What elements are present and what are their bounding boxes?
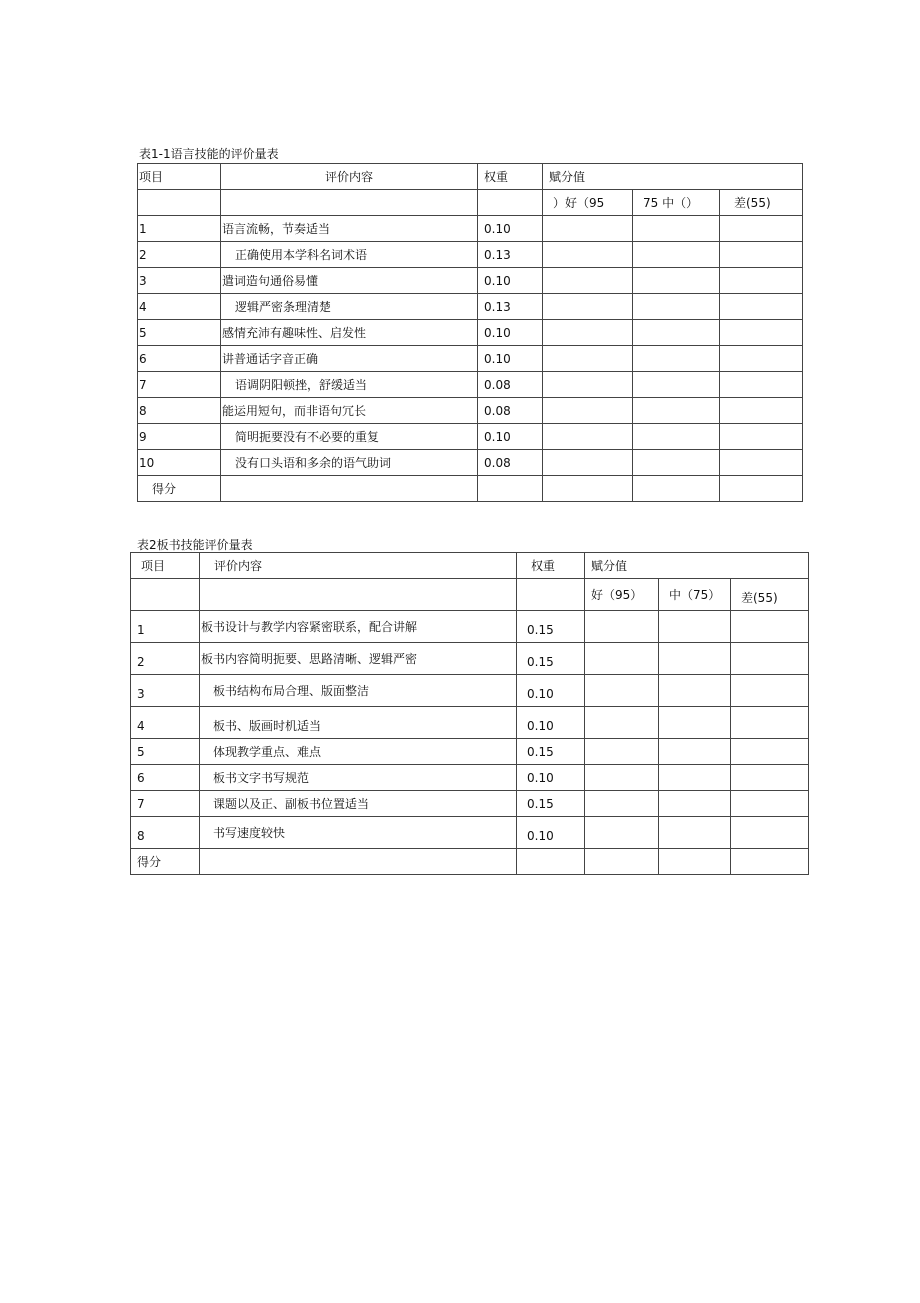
grade-good: ）好（95 bbox=[543, 190, 633, 216]
row-weight: 0.10 bbox=[478, 320, 543, 346]
row-no: 4 bbox=[138, 294, 221, 320]
score-cell bbox=[720, 424, 803, 450]
row-no: 10 bbox=[138, 450, 221, 476]
score-cell bbox=[543, 398, 633, 424]
score-cell bbox=[720, 242, 803, 268]
row-text: 语调阴阳顿挫，舒缓适当 bbox=[221, 372, 478, 398]
row-weight: 0.15 bbox=[517, 739, 585, 765]
row-text: 遣词造句通俗易懂 bbox=[221, 268, 478, 294]
score-cell bbox=[659, 849, 731, 875]
table-row bbox=[138, 424, 803, 450]
row-weight: 0.10 bbox=[478, 346, 543, 372]
row-weight: 0.10 bbox=[478, 216, 543, 242]
empty-cell bbox=[221, 190, 478, 216]
score-cell bbox=[543, 242, 633, 268]
row-weight: 0.10 bbox=[478, 424, 543, 450]
grade-poor: 差(55) bbox=[720, 190, 803, 216]
row-weight: 0.10 bbox=[478, 268, 543, 294]
score-cell bbox=[633, 320, 720, 346]
table2-grade-row bbox=[131, 579, 809, 611]
total-label: 得分 bbox=[131, 849, 200, 875]
row-text: 板书内容简明扼要、思路清晰、逻辑严密 bbox=[200, 643, 517, 675]
score-cell bbox=[731, 817, 809, 849]
score-cell bbox=[543, 216, 633, 242]
table2-total-row bbox=[131, 849, 809, 875]
row-text: 语言流畅，节奏适当 bbox=[221, 216, 478, 242]
empty-cell bbox=[478, 190, 543, 216]
score-cell bbox=[543, 424, 633, 450]
total-label: 得分 bbox=[138, 476, 221, 502]
score-cell bbox=[633, 242, 720, 268]
header-score: 赋分值 bbox=[585, 553, 809, 579]
header-content: 评价内容 bbox=[221, 164, 478, 190]
score-cell bbox=[543, 476, 633, 502]
score-cell bbox=[731, 611, 809, 643]
score-cell bbox=[731, 739, 809, 765]
row-text: 书写速度较快 bbox=[200, 817, 517, 849]
score-cell bbox=[633, 346, 720, 372]
table-row bbox=[138, 242, 803, 268]
score-cell bbox=[585, 791, 659, 817]
score-cell bbox=[731, 675, 809, 707]
table-row bbox=[131, 643, 809, 675]
score-cell bbox=[633, 294, 720, 320]
row-weight: 0.15 bbox=[517, 791, 585, 817]
row-weight: 0.10 bbox=[517, 707, 585, 739]
row-text: 没有口头语和多余的语气助词 bbox=[221, 450, 478, 476]
score-cell bbox=[585, 739, 659, 765]
score-cell bbox=[659, 643, 731, 675]
score-cell bbox=[585, 675, 659, 707]
row-no: 5 bbox=[131, 739, 200, 765]
empty-cell bbox=[517, 849, 585, 875]
blackboard-skill-table bbox=[130, 552, 809, 875]
empty-cell bbox=[221, 476, 478, 502]
empty-cell bbox=[478, 476, 543, 502]
grade-good: 好（95） bbox=[585, 579, 659, 611]
row-weight: 0.13 bbox=[478, 294, 543, 320]
score-cell bbox=[585, 849, 659, 875]
empty-cell bbox=[131, 579, 200, 611]
table1-header-row bbox=[138, 164, 803, 190]
score-cell bbox=[585, 707, 659, 739]
row-no: 8 bbox=[138, 398, 221, 424]
row-no: 2 bbox=[131, 643, 200, 675]
row-weight: 0.08 bbox=[478, 372, 543, 398]
score-cell bbox=[659, 707, 731, 739]
score-cell bbox=[543, 450, 633, 476]
score-cell bbox=[543, 268, 633, 294]
row-weight: 0.15 bbox=[517, 643, 585, 675]
empty-cell bbox=[138, 190, 221, 216]
row-weight: 0.08 bbox=[478, 450, 543, 476]
header-weight: 权重 bbox=[478, 164, 543, 190]
score-cell bbox=[659, 739, 731, 765]
table-row bbox=[138, 320, 803, 346]
score-cell bbox=[720, 294, 803, 320]
table-row bbox=[138, 216, 803, 242]
row-no: 7 bbox=[131, 791, 200, 817]
score-cell bbox=[659, 675, 731, 707]
grade-mid: 中（75） bbox=[659, 579, 731, 611]
table-row bbox=[138, 450, 803, 476]
score-cell bbox=[720, 346, 803, 372]
table-row bbox=[138, 398, 803, 424]
score-cell bbox=[633, 268, 720, 294]
row-no: 3 bbox=[138, 268, 221, 294]
row-text: 板书设计与教学内容紧密联系，配合讲解 bbox=[200, 611, 517, 643]
header-score: 赋分值 bbox=[543, 164, 803, 190]
row-no: 6 bbox=[138, 346, 221, 372]
row-text: 讲普通话字音正确 bbox=[221, 346, 478, 372]
header-weight: 权重 bbox=[517, 553, 585, 579]
row-text: 正确使用本学科名词术语 bbox=[221, 242, 478, 268]
score-cell bbox=[633, 398, 720, 424]
table-row bbox=[138, 372, 803, 398]
table-row bbox=[131, 739, 809, 765]
table-row bbox=[131, 675, 809, 707]
score-cell bbox=[659, 817, 731, 849]
table1-total-row bbox=[138, 476, 803, 502]
table-row bbox=[131, 611, 809, 643]
row-no: 5 bbox=[138, 320, 221, 346]
score-cell bbox=[585, 765, 659, 791]
empty-cell bbox=[517, 579, 585, 611]
score-cell bbox=[720, 372, 803, 398]
score-cell bbox=[659, 611, 731, 643]
table-row bbox=[131, 765, 809, 791]
score-cell bbox=[731, 849, 809, 875]
table-row bbox=[138, 268, 803, 294]
score-cell bbox=[731, 765, 809, 791]
score-cell bbox=[585, 817, 659, 849]
table-row bbox=[138, 346, 803, 372]
row-weight: 0.15 bbox=[517, 611, 585, 643]
grade-poor: 差(55) bbox=[731, 579, 809, 611]
row-text: 体现教学重点、难点 bbox=[200, 739, 517, 765]
row-weight: 0.10 bbox=[517, 765, 585, 791]
score-cell bbox=[543, 346, 633, 372]
score-cell bbox=[659, 765, 731, 791]
score-cell bbox=[731, 791, 809, 817]
score-cell bbox=[585, 611, 659, 643]
table-row bbox=[131, 817, 809, 849]
row-text: 板书、版画时机适当 bbox=[200, 707, 517, 739]
score-cell bbox=[659, 791, 731, 817]
header-content: 评价内容 bbox=[200, 553, 517, 579]
table-row bbox=[131, 707, 809, 739]
score-cell bbox=[543, 294, 633, 320]
score-cell bbox=[731, 707, 809, 739]
row-no: 1 bbox=[138, 216, 221, 242]
row-no: 8 bbox=[131, 817, 200, 849]
table-row bbox=[131, 791, 809, 817]
score-cell bbox=[543, 320, 633, 346]
score-cell bbox=[633, 372, 720, 398]
table-row bbox=[138, 294, 803, 320]
row-text: 简明扼要没有不必要的重复 bbox=[221, 424, 478, 450]
header-item: 项目 bbox=[138, 164, 221, 190]
empty-cell bbox=[200, 579, 517, 611]
table1-caption: 表1-1语言技能的评价量表 bbox=[139, 147, 279, 161]
row-no: 4 bbox=[131, 707, 200, 739]
row-weight: 0.08 bbox=[478, 398, 543, 424]
score-cell bbox=[585, 643, 659, 675]
score-cell bbox=[633, 450, 720, 476]
row-no: 1 bbox=[131, 611, 200, 643]
language-skill-table bbox=[137, 163, 803, 502]
score-cell bbox=[720, 320, 803, 346]
row-weight: 0.10 bbox=[517, 675, 585, 707]
score-cell bbox=[720, 216, 803, 242]
row-text: 板书结构布局合理、版面整洁 bbox=[200, 675, 517, 707]
row-text: 能运用短句，而非语句冗长 bbox=[221, 398, 478, 424]
score-cell bbox=[720, 476, 803, 502]
row-no: 6 bbox=[131, 765, 200, 791]
row-no: 9 bbox=[138, 424, 221, 450]
header-item: 项目 bbox=[131, 553, 200, 579]
table2-caption: 表2板书技能评价量表 bbox=[137, 538, 253, 552]
row-text: 板书文字书写规范 bbox=[200, 765, 517, 791]
score-cell bbox=[633, 476, 720, 502]
score-cell bbox=[720, 450, 803, 476]
row-text: 逻辑严密条理清楚 bbox=[221, 294, 478, 320]
row-no: 2 bbox=[138, 242, 221, 268]
score-cell bbox=[720, 268, 803, 294]
score-cell bbox=[720, 398, 803, 424]
score-cell bbox=[543, 372, 633, 398]
score-cell bbox=[731, 643, 809, 675]
grade-mid: 75 中（） bbox=[633, 190, 720, 216]
table1-grade-row bbox=[138, 190, 803, 216]
score-cell bbox=[633, 216, 720, 242]
row-weight: 0.10 bbox=[517, 817, 585, 849]
row-text: 感情充沛有趣味性、启发性 bbox=[221, 320, 478, 346]
empty-cell bbox=[200, 849, 517, 875]
table2-header-row bbox=[131, 553, 809, 579]
row-text: 课题以及正、副板书位置适当 bbox=[200, 791, 517, 817]
row-weight: 0.13 bbox=[478, 242, 543, 268]
score-cell bbox=[633, 424, 720, 450]
row-no: 7 bbox=[138, 372, 221, 398]
row-no: 3 bbox=[131, 675, 200, 707]
